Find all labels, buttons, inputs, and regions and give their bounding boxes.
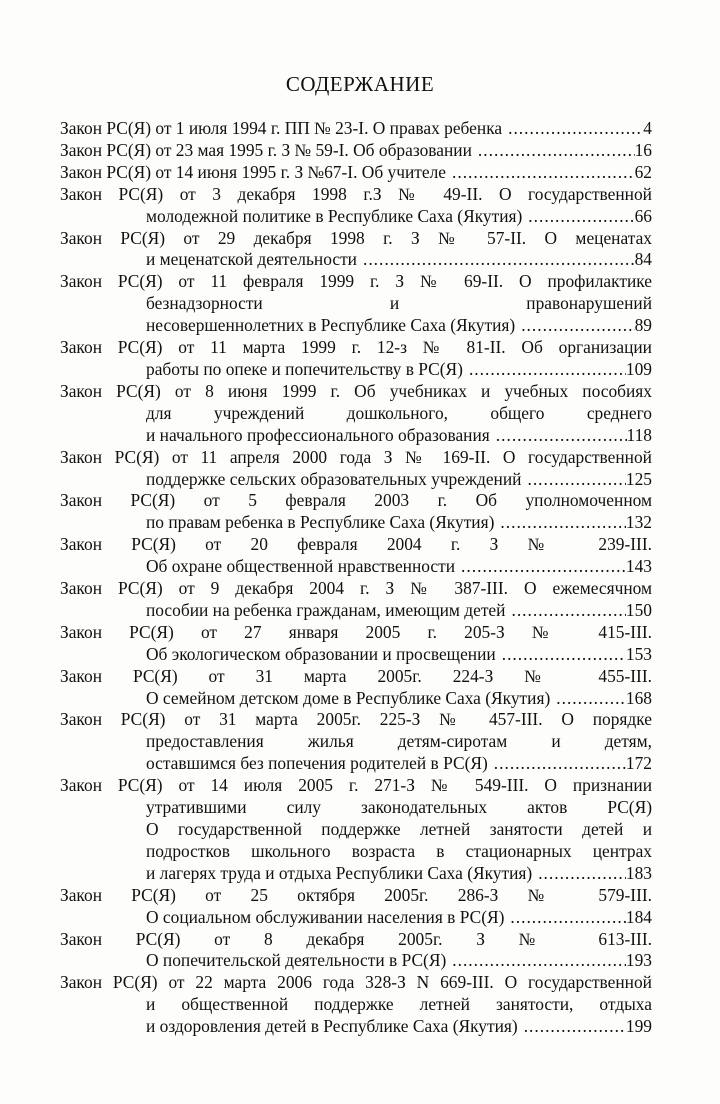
toc-entry-text: по правам ребенка в Республике Саха (Якутия) bbox=[146, 512, 495, 533]
toc-entry-heading-line bbox=[60, 271, 652, 293]
toc-entry-text: О государственной поддержке летней занятости детей и bbox=[146, 819, 652, 839]
toc-entry-text: Закон РС(Я) от 9 декабря 2004 г. З № 387-III. О ежемесячном bbox=[60, 578, 652, 599]
toc-entry-continuation-line bbox=[60, 469, 652, 491]
toc-entry bbox=[60, 184, 652, 228]
toc-entry bbox=[60, 709, 652, 775]
toc-entry-heading-line bbox=[60, 490, 652, 512]
toc-entry-text: для учреждений дошкольного, общего среднего bbox=[146, 402, 652, 423]
toc-entry-continuation-line bbox=[60, 644, 652, 666]
dot-leader bbox=[502, 644, 626, 666]
toc-entry-continuation-line bbox=[60, 907, 652, 929]
toc-entry-text: безнадзорности и правонарушений bbox=[146, 293, 652, 314]
dot-leader bbox=[452, 950, 626, 972]
toc-entry-heading-line bbox=[60, 447, 652, 469]
toc-entry-text: и общественной поддержке летней занятости, отдыха bbox=[146, 994, 652, 1015]
toc-entry-text: Закон РС(Я) от 14 июля 2005 г. 271-З № 549-III. О признании bbox=[60, 775, 652, 796]
toc-entry-heading-line bbox=[60, 666, 652, 688]
toc-entry-continuation-line bbox=[60, 688, 652, 710]
toc-entry-text: пособии на ребенка гражданам, имеющим детей bbox=[146, 599, 506, 620]
toc-entry-text: Закон РС(Я) от 11 апреля 2000 года З № 169-II. О государственной bbox=[60, 446, 652, 467]
toc-entry-text: О попечительской деятельности в РС(Я) bbox=[146, 950, 447, 971]
dot-leader bbox=[524, 1016, 626, 1038]
dot-leader bbox=[556, 688, 626, 710]
toc-entry-continuation-line bbox=[60, 819, 652, 841]
toc-entry-heading-line bbox=[60, 972, 652, 994]
toc-entry-text: Об экологическом образовании и просвещении bbox=[146, 643, 496, 664]
toc-entry-text: и оздоровления детей в Республике Саха (Якутия) bbox=[146, 1016, 518, 1037]
dot-leader bbox=[478, 140, 635, 162]
toc-entry-continuation-line bbox=[60, 600, 652, 622]
toc-entry-text: Закон РС(Я) от 11 марта 1999 г. 12-з № 81-II. Об организации bbox=[60, 337, 652, 358]
toc-entry-text: Закон РС(Я) от 5 февраля 2003 г. Об уполномоченном bbox=[60, 490, 652, 511]
dot-leader bbox=[363, 249, 635, 271]
toc-entry-text: и меценатской деятельности bbox=[146, 249, 357, 270]
toc-page-number: 66 bbox=[634, 205, 652, 226]
toc-entry-continuation-line bbox=[60, 950, 652, 972]
toc-entry bbox=[60, 271, 652, 337]
toc-entry-text: Закон РС(Я) от 11 февраля 1999 г. З № 69-II. О профилактике bbox=[60, 271, 652, 292]
dot-leader bbox=[508, 118, 643, 140]
dot-leader bbox=[510, 907, 626, 929]
toc-entry-heading-line bbox=[60, 184, 652, 206]
toc-page-number: 16 bbox=[634, 139, 652, 160]
toc-entry-text: Закон РС(Я) от 23 мая 1995 г. З № 59-I. Об образовании bbox=[60, 139, 472, 160]
toc-entry-heading-line bbox=[60, 885, 652, 907]
table-of-contents bbox=[60, 118, 652, 1038]
toc-entry bbox=[60, 578, 652, 622]
toc-entry-text: О социальном обслуживании населения в РС(Я) bbox=[146, 906, 505, 927]
toc-entry-text: Закон РС(Я) от 8 декабря 2005г. З № 613-III. bbox=[60, 928, 652, 949]
toc-page-number: 143 bbox=[625, 556, 652, 577]
toc-entry-text: Закон РС(Я) от 29 декабря 1998 г. З № 57-II. О меценатах bbox=[60, 227, 652, 248]
toc-entry bbox=[60, 447, 652, 491]
toc-entry-continuation-line bbox=[60, 206, 652, 228]
toc-entry-heading-line bbox=[60, 709, 652, 731]
toc-entry-continuation-line bbox=[60, 315, 652, 337]
toc-page-number: 150 bbox=[625, 599, 652, 620]
toc-entry-text: Об охране общественной нравственности bbox=[146, 556, 456, 577]
toc-entry-text: Закон РС(Я) от 8 июня 1999 г. Об учебниках и учебных пособиях bbox=[60, 380, 652, 401]
toc-entry bbox=[60, 381, 652, 447]
toc-entry-heading-line bbox=[60, 622, 652, 644]
toc-entry-heading-line bbox=[60, 381, 652, 403]
toc-entry-heading-line bbox=[60, 118, 652, 140]
toc-entry bbox=[60, 534, 652, 578]
toc-entry-text: и начального профессионального образования bbox=[146, 424, 490, 445]
toc-page-number: 109 bbox=[625, 358, 652, 379]
toc-entry-heading-line bbox=[60, 578, 652, 600]
toc-entry-text: оставшимся без попечения родителей в РС(Я) bbox=[146, 753, 488, 774]
dot-leader bbox=[452, 162, 635, 184]
dot-leader bbox=[511, 600, 625, 622]
toc-entry-continuation-line bbox=[60, 731, 652, 753]
toc-entry-continuation-line bbox=[60, 425, 652, 447]
toc-entry-heading-line bbox=[60, 775, 652, 797]
toc-page-number: 168 bbox=[625, 687, 652, 708]
toc-entry bbox=[60, 666, 652, 710]
toc-entry-continuation-line bbox=[60, 994, 652, 1016]
dot-leader bbox=[494, 753, 626, 775]
dot-leader bbox=[538, 863, 626, 885]
dot-leader bbox=[469, 359, 626, 381]
toc-entry-text: Закон РС(Я) от 1 июля 1994 г. ПП № 23-I. О правах ребенка bbox=[60, 118, 503, 138]
toc-page-number: 125 bbox=[625, 468, 652, 489]
toc-entry-heading-line bbox=[60, 162, 652, 184]
toc-page-number: 199 bbox=[625, 1016, 652, 1037]
toc-entry-continuation-line bbox=[60, 359, 652, 381]
toc-entry-text: предоставления жилья детям-сиротам и детям, bbox=[146, 731, 652, 752]
toc-entry-continuation-line bbox=[60, 403, 652, 425]
toc-page-number: 62 bbox=[634, 161, 652, 182]
toc-entry-text: подростков школьного возраста в стационарных центрах bbox=[146, 840, 652, 861]
toc-entry-continuation-line bbox=[60, 293, 652, 315]
toc-entry-heading-line bbox=[60, 929, 652, 951]
toc-entry bbox=[60, 929, 652, 973]
toc-entry bbox=[60, 162, 652, 184]
toc-entry-heading-line bbox=[60, 140, 652, 162]
toc-entry bbox=[60, 622, 652, 666]
toc-entry-continuation-line bbox=[60, 841, 652, 863]
toc-entry bbox=[60, 140, 652, 162]
toc-entry-continuation-line bbox=[60, 753, 652, 775]
dot-leader bbox=[528, 206, 634, 228]
toc-entry-heading-line bbox=[60, 337, 652, 359]
toc-page-number: 4 bbox=[643, 118, 652, 138]
toc-entry bbox=[60, 228, 652, 272]
dot-leader bbox=[527, 469, 625, 491]
toc-page-number: 172 bbox=[625, 753, 652, 774]
toc-page-number: 184 bbox=[625, 906, 652, 927]
dot-leader bbox=[521, 315, 634, 337]
toc-entry-text: несовершеннолетних в Республике Саха (Якутия) bbox=[146, 315, 516, 336]
toc-entry bbox=[60, 775, 652, 885]
toc-entry-text: Закон РС(Я) от 25 октября 2005г. 286-З № 579-III. bbox=[60, 884, 652, 905]
toc-entry-text: и лагерях труда и отдыха Республики Саха (Якутия) bbox=[146, 862, 533, 883]
toc-entry-continuation-line bbox=[60, 556, 652, 578]
toc-entry-text: Закон РС(Я) от 3 декабря 1998 г.З № 49-II. О государственной bbox=[60, 183, 652, 204]
toc-entry-text: Закон РС(Я) от 27 января 2005 г. 205-З № 415-III. bbox=[60, 621, 652, 642]
toc-entry-text: утратившими силу законодательных актов РС(Я) bbox=[146, 797, 652, 818]
toc-page-number: 183 bbox=[625, 862, 652, 883]
toc-page-number: 132 bbox=[625, 512, 652, 533]
toc-entry-continuation-line bbox=[60, 1016, 652, 1038]
toc-entry-heading-line bbox=[60, 228, 652, 250]
toc-page-number: 89 bbox=[634, 315, 652, 336]
toc-entry-text: поддержке сельских образовательных учреждений bbox=[146, 468, 522, 489]
toc-page-number: 153 bbox=[625, 643, 652, 664]
toc-entry-text: молодежной политике в Республике Саха (Якутия) bbox=[146, 205, 523, 226]
toc-entry bbox=[60, 337, 652, 381]
toc-entry-text: Закон РС(Я) от 31 марта 2005г. 225-З № 457-III. О порядке bbox=[60, 709, 652, 730]
toc-entry-heading-line bbox=[60, 534, 652, 556]
toc-entry-continuation-line bbox=[60, 863, 652, 885]
dot-leader bbox=[500, 512, 626, 534]
toc-page-number: 118 bbox=[626, 424, 652, 445]
toc-entry bbox=[60, 972, 652, 1038]
toc-entry-continuation-line bbox=[60, 512, 652, 534]
page-title: СОДЕРЖАНИЕ bbox=[285, 72, 435, 96]
toc-entry-text: Закон РС(Я) от 22 марта 2006 года 328-З N 669-III. О государственной bbox=[60, 972, 652, 993]
toc-entry-text: Закон РС(Я) от 14 июня 1995 г. З №67-I. Об учителе bbox=[60, 161, 446, 182]
toc-page-number: 193 bbox=[625, 950, 652, 971]
toc-entry-text: Закон РС(Я) от 20 февраля 2004 г. З № 239-III. bbox=[60, 534, 652, 555]
toc-entry bbox=[60, 490, 652, 534]
toc-entry bbox=[60, 885, 652, 929]
toc-entry bbox=[60, 118, 652, 140]
toc-entry-continuation-line bbox=[60, 249, 652, 271]
toc-entry-text: Закон РС(Я) от 31 марта 2005г. 224-З № 455-III. bbox=[60, 665, 652, 686]
toc-entry-text: О семейном детском доме в Республике Саха (Якутия) bbox=[146, 687, 551, 708]
toc-page-number: 84 bbox=[634, 249, 652, 270]
toc-entry-text: работы по опеке и попечительству в РС(Я) bbox=[146, 358, 463, 379]
dot-leader bbox=[461, 556, 626, 578]
toc-entry-continuation-line bbox=[60, 797, 652, 819]
dot-leader bbox=[496, 425, 627, 447]
